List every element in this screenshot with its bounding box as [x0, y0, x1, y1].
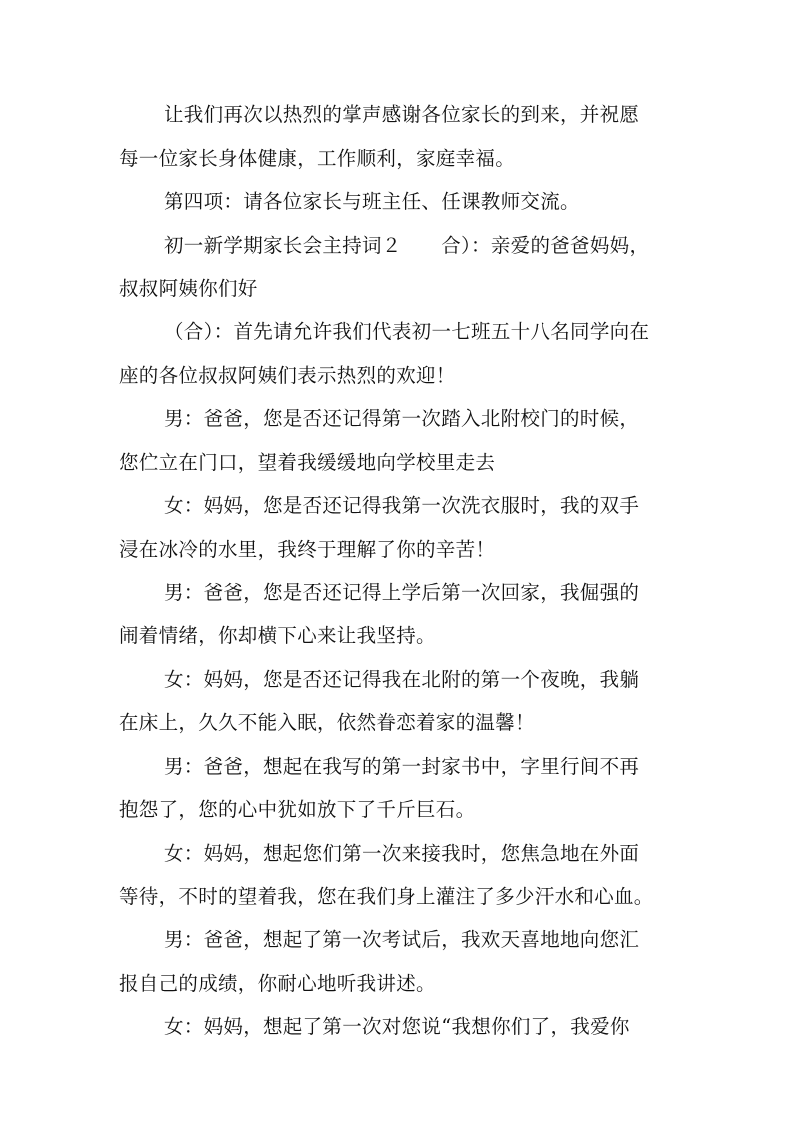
- text-line: 抱怨了，您的心中犹如放下了千斤巨石。: [119, 798, 476, 821]
- text-line: 男：爸爸，想起在我写的第一封家书中，字里行间不再: [164, 755, 640, 778]
- text-line: 第四项：请各位家长与班主任、任课教师交流。: [164, 190, 580, 213]
- text-line: （合）：首先请允许我们代表初一七班五十八名同学向在: [164, 320, 650, 343]
- text-line: 等待，不时的望着我，您在我们身上灌注了多少汗水和心血。: [119, 885, 654, 908]
- text-line: 座的各位叔叔阿姨们表示热烈的欢迎！: [119, 364, 456, 387]
- text-line: 男：爸爸，您是否还记得第一次踏入北附校门的时候，: [164, 407, 640, 430]
- text-line: 女：妈妈，想起您们第一次来接我时，您焦急地在外面: [164, 842, 640, 865]
- text-line: 让我们再次以热烈的掌声感谢各位家长的到来，并祝愿: [164, 103, 640, 126]
- text-line: 初一新学期家长会主持词２ 合）：亲爱的爸爸妈妈，: [164, 234, 650, 257]
- text-line: 女：妈妈，想起了第一次对您说“我想你们了，我爱你: [164, 1015, 630, 1038]
- text-line: 男：爸爸，您是否还记得上学后第一次回家，我倔强的: [164, 581, 640, 604]
- text-line: 报自己的成绩，你耐心地听我讲述。: [119, 972, 436, 995]
- text-line: 叔叔阿姨你们好: [119, 277, 258, 300]
- text-line: 女：妈妈，您是否还记得我在北附的第一个夜晚，我躺: [164, 668, 640, 691]
- text-line: 您伫立在门口，望着我缓缓地向学校里走去: [119, 451, 496, 474]
- text-line: 在床上，久久不能入眠，依然眷恋着家的温馨！: [119, 711, 535, 734]
- text-line: 女：妈妈，您是否还记得我第一次洗衣服时，我的双手: [164, 494, 640, 517]
- text-line: 每一位家长身体健康，工作顺利，家庭幸福。: [119, 147, 516, 170]
- text-line: 闹着情绪，你却横下心来让我坚持。: [119, 624, 436, 647]
- text-line: 浸在冰冷的水里，我终于理解了你的辛苦！: [119, 538, 496, 561]
- text-line: 男：爸爸，想起了第一次考试后，我欢天喜地地向您汇: [164, 928, 640, 951]
